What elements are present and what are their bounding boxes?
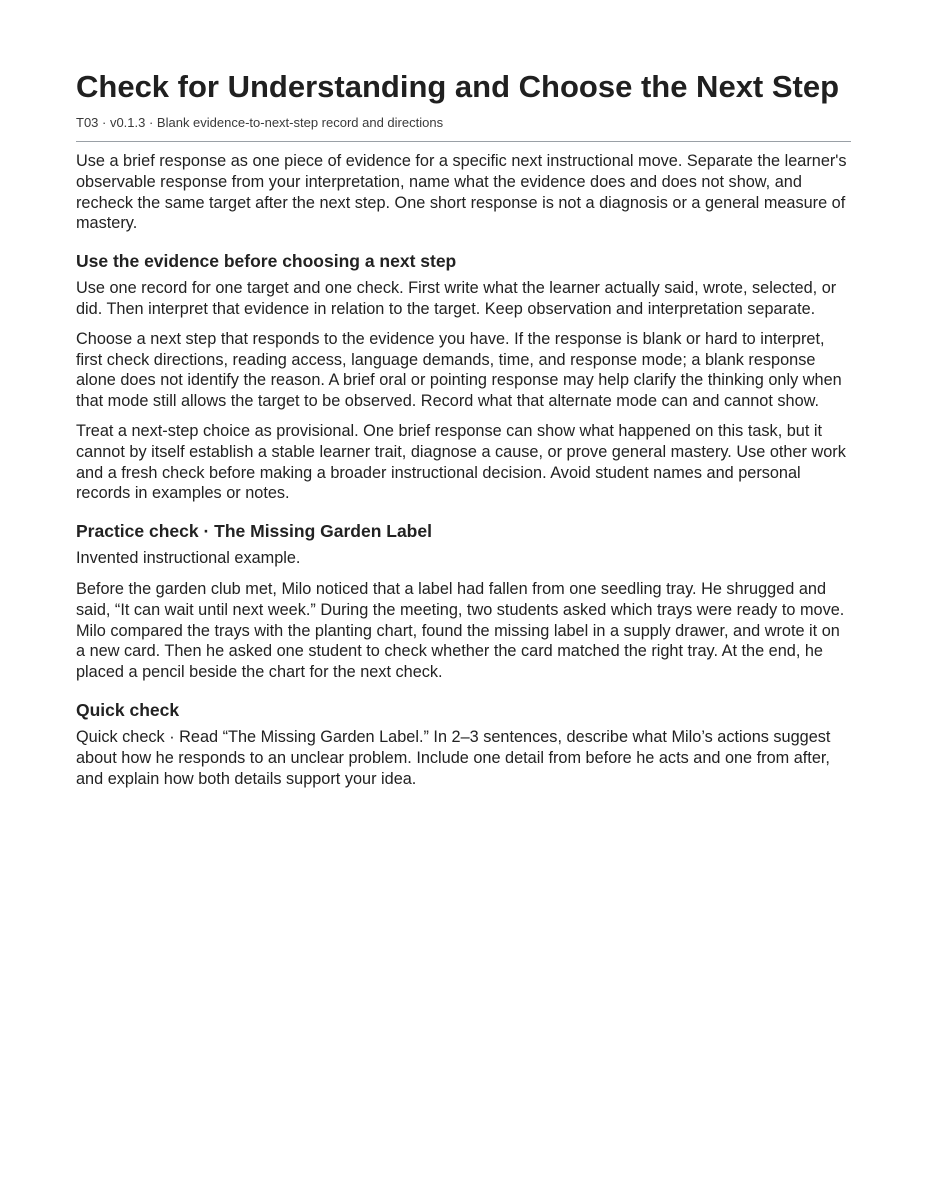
quick-check-prompt: Quick check · Read “The Missing Garden Label.” In 2–3 sentences, describe what Milo’s actions suggest about how he responds to an unclear problem. Include one detail from before he acts and one from after, and explain how both details support your idea. xyxy=(76,727,831,788)
practice-note: Invented instructional example. xyxy=(76,549,301,568)
evidence-heading: Use the evidence before choosing a next step xyxy=(76,251,457,272)
evidence-paragraph-3: Treat a next-step choice as provisional. One brief response can show what happened on this task, but it cannot by itself establish a stable learner trait, diagnose a cause, or prove general mastery. Use other work and a fresh check before making a broader instructional decision. Avoid student names and personal records in examples or notes. xyxy=(76,421,846,503)
quick-check-heading: Quick check xyxy=(76,699,180,720)
evidence-section xyxy=(76,250,851,504)
document-meta: T03 · v0.1.3 · Blank evidence-to-next-step record and directions xyxy=(76,115,444,130)
practice-section xyxy=(76,520,851,683)
evidence-paragraph-1: Use one record for one target and one check. First write what the learner actually said, wrote, selected, or did. Then interpret that evidence in relation to the target. Keep observation and interpretation separate. xyxy=(76,279,837,318)
page-title: Check for Understanding and Choose the Next Step xyxy=(76,69,840,104)
evidence-paragraph-2: Choose a next step that responds to the evidence you have. If the response is blank or hard to interpret, first check directions, reading access, language demands, time, and response mode; a blank response alone does not identify the reason. A brief oral or pointing response may help clarify the thinking only when that mode still allows the target to be observed. Record what that alternate mode can and cannot show. xyxy=(76,329,842,411)
practice-heading: Practice check · The Missing Garden Label xyxy=(76,521,432,542)
intro-paragraph: Use a brief response as one piece of evidence for a specific next instructional move. Separate the learner's observable response from your interpretation, name what the evidence does and does not show, and recheck the same target after the next step. One short response is not a diagnosis or a general measure of mastery. xyxy=(76,152,847,233)
practice-story: Before the garden club met, Milo noticed that a label had fallen from one seedling tray. He shrugged and said, “It can wait until next week.” During the meeting, two students asked which trays were ready to move. Milo compared the trays with the planting chart, found the missing label in a supply drawer, and wrote it on a new card. Then he asked one student to check whether the card matched the right tray. At the end, he placed a pencil beside the chart for the next check. xyxy=(76,579,845,682)
quick-check-section xyxy=(76,699,851,789)
title-divider xyxy=(76,141,851,142)
